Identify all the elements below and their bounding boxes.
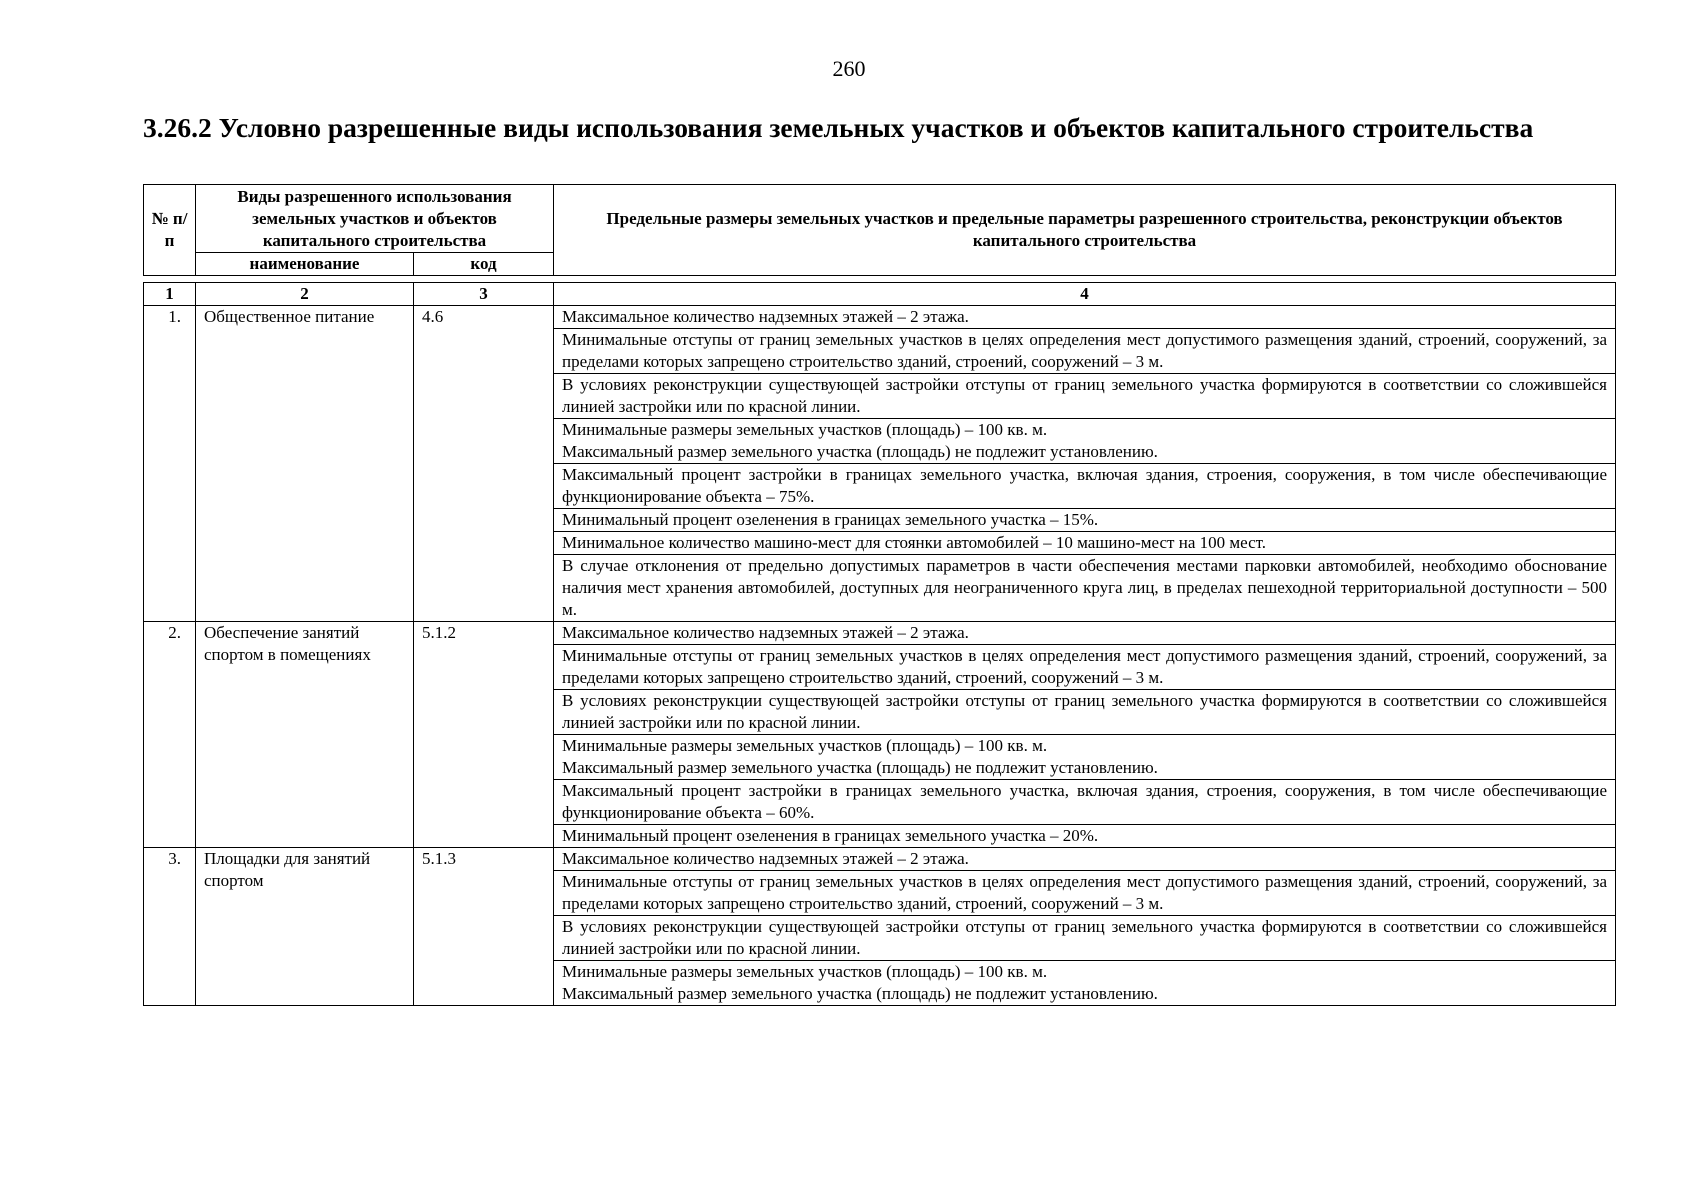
parameter-text: Максимальный размер земельного участка (площадь) не подлежит установлению.: [562, 758, 1158, 777]
parameter-cell: [554, 329, 1616, 374]
row-number: 1.: [144, 306, 196, 622]
header-col-types: Виды разрешенного использования земельных участков и объектов капитального строительства: [196, 185, 554, 253]
row-number: 3.: [144, 848, 196, 1006]
row-number: 2.: [144, 622, 196, 848]
parameter-text: В условиях реконструкции существующей застройки отступы от границ земельного участка формируются в соответствии со сложившейся линией застройки или по красной линии.: [562, 917, 1607, 958]
parameter-text: В условиях реконструкции существующей застройки отступы от границ земельного участка формируются в соответствии со сложившейся линией застройки или по красной линии.: [562, 375, 1607, 416]
header-table: [143, 184, 1616, 276]
section-title: 3.26.2 Условно разрешенные виды использования земельных участков и объектов капитального строительства: [143, 112, 1534, 143]
parameter-cell: [554, 690, 1616, 735]
parameter-text: Максимальный размер земельного участка (площадь) не подлежит установлению.: [562, 984, 1158, 1003]
parameter-text: В случае отклонения от предельно допустимых параметров в части обеспечения местами парковки автомобилей, необходимо обоснование наличия мест хранения автомобилей, доступных для неограниченного круга лиц, в пределах пешеходной территориальной доступности – 500 м.: [562, 556, 1607, 619]
parameter-text: Максимальный размер земельного участка (площадь) не подлежит установлению.: [562, 442, 1158, 461]
parameter-cell: [554, 509, 1616, 532]
header-col-params: Предельные размеры земельных участков и предельные параметры разрешенного строительства, реконструкции объектов капитального строительства: [554, 185, 1616, 276]
parameter-cell: [554, 555, 1616, 622]
parameter-cell: [554, 532, 1616, 555]
parameter-cell: [554, 961, 1616, 1006]
use-code: 5.1.2: [414, 622, 554, 848]
parameter-text: Минимальные отступы от границ земельных участков в целях определения мест допустимого размещения зданий, строений, сооружений, за пределами которых запрещено строительство зданий, строений, сооружений – 3 м.: [562, 646, 1607, 687]
parameter-text: Минимальные размеры земельных участков (площадь) – 100 кв. м.: [562, 420, 1048, 439]
parameter-text: Максимальное количество надземных этажей – 2 этажа.: [562, 849, 969, 868]
parameter-cell: [554, 848, 1616, 871]
parameter-text: В условиях реконструкции существующей застройки отступы от границ земельного участка формируются в соответствии со сложившейся линией застройки или по красной линии.: [562, 691, 1607, 732]
column-number-3: 3: [414, 283, 554, 306]
parameter-text: Минимальные размеры земельных участков (площадь) – 100 кв. м.: [562, 736, 1048, 755]
column-number-row: [144, 283, 1616, 306]
parameter-cell: [554, 419, 1616, 464]
use-name: Площадки для занятий спортом: [196, 848, 414, 1006]
header-col-code: код: [414, 253, 554, 276]
parameter-text: Минимальный процент озеленения в границах земельного участка – 15%.: [562, 510, 1099, 529]
use-name: Обеспечение занятий спортом в помещениях: [196, 622, 414, 848]
column-number-4: 4: [554, 283, 1616, 306]
parameter-cell: [554, 916, 1616, 961]
parameter-cell: [554, 374, 1616, 419]
parameter-cell: [554, 735, 1616, 780]
table-row: [144, 848, 1616, 871]
header-col-name: наименование: [196, 253, 414, 276]
use-name: Общественное питание: [196, 306, 414, 622]
parameter-text: Максимальное количество надземных этажей – 2 этажа.: [562, 623, 969, 642]
parameter-text: Максимальный процент застройки в границах земельного участка, включая здания, строения, сооружения, в том числе обеспечивающие функционирование объекта – 75%.: [562, 465, 1607, 506]
parameter-cell: [554, 306, 1616, 329]
parameter-text: Минимальные отступы от границ земельных участков в целях определения мест допустимого размещения зданий, строений, сооружений, за пределами которых запрещено строительство зданий, строений, сооружений – 3 м.: [562, 330, 1607, 371]
parameter-text: Минимальные отступы от границ земельных участков в целях определения мест допустимого размещения зданий, строений, сооружений, за пределами которых запрещено строительство зданий, строений, сооружений – 3 м.: [562, 872, 1607, 913]
parameter-text: Минимальный процент озеленения в границах земельного участка – 20%.: [562, 826, 1099, 845]
parameter-text: Максимальный процент застройки в границах земельного участка, включая здания, строения, сооружения, в том числе обеспечивающие функционирование объекта – 60%.: [562, 781, 1607, 822]
parameter-text: Максимальное количество надземных этажей – 2 этажа.: [562, 307, 969, 326]
header-col-no: № п/п: [144, 185, 196, 276]
parameter-cell: [554, 464, 1616, 509]
use-code: 4.6: [414, 306, 554, 622]
table-row: [144, 622, 1616, 645]
parameter-cell: [554, 825, 1616, 848]
column-number-1: 1: [144, 283, 196, 306]
column-number-2: 2: [196, 283, 414, 306]
parameter-cell: [554, 871, 1616, 916]
page-number: 260: [832, 56, 866, 81]
usage-table: [143, 282, 1616, 1006]
parameter-text: Минимальные размеры земельных участков (площадь) – 100 кв. м.: [562, 962, 1048, 981]
table-row: [144, 306, 1616, 329]
parameter-cell: [554, 645, 1616, 690]
parameter-cell: [554, 780, 1616, 825]
use-code: 5.1.3: [414, 848, 554, 1006]
parameter-text: Минимальное количество машино-мест для стоянки автомобилей – 10 машино-мест на 100 мест.: [562, 533, 1267, 552]
parameter-cell: [554, 622, 1616, 645]
